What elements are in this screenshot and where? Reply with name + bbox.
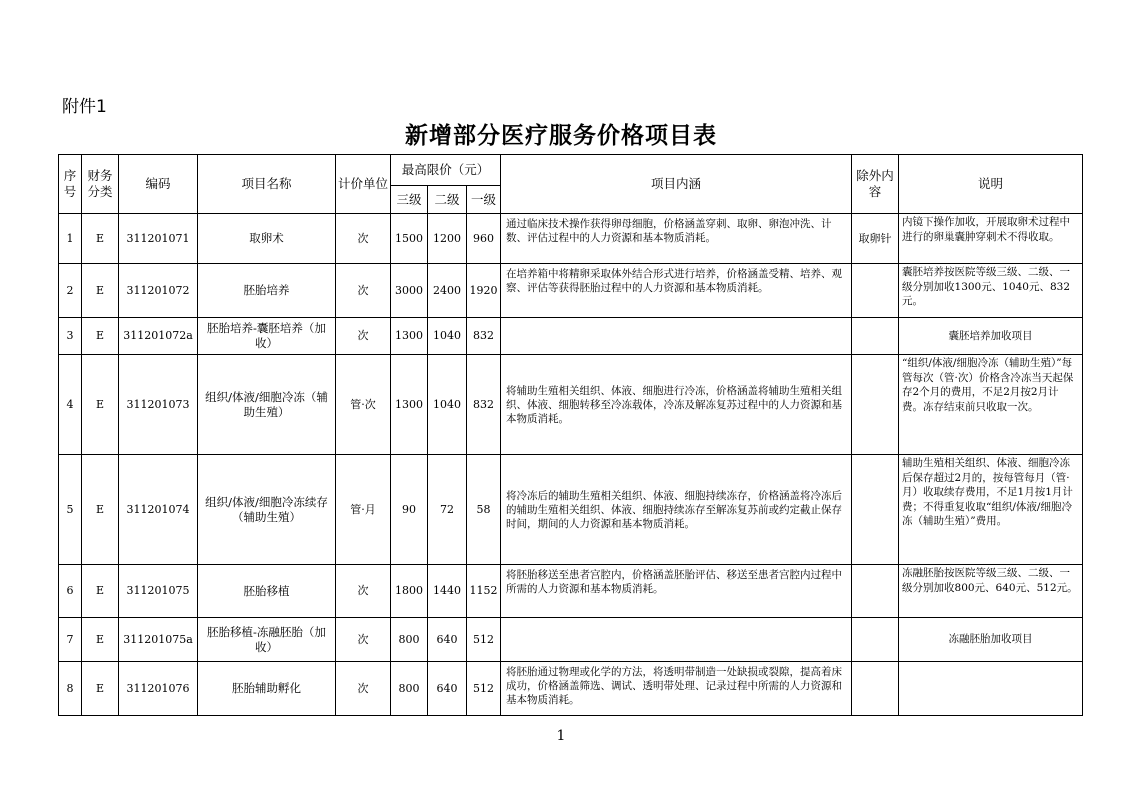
cell-price-level2: 1200	[428, 214, 467, 264]
cell-content	[501, 618, 852, 662]
cell-category: E	[82, 355, 119, 455]
cell-name: 胚胎移植	[198, 565, 336, 618]
cell-category: E	[82, 455, 119, 565]
cell-price-level2: 1440	[428, 565, 467, 618]
cell-seq: 2	[59, 264, 82, 318]
header-exclusion: 除外内容	[852, 155, 899, 214]
cell-unit: 管·月	[336, 455, 391, 565]
cell-price-level3: 800	[391, 662, 428, 716]
cell-code: 311201075a	[119, 618, 198, 662]
header-code: 编码	[119, 155, 198, 214]
header-content: 项目内涵	[501, 155, 852, 214]
cell-price-level1: 512	[467, 618, 501, 662]
cell-price-level1: 1152	[467, 565, 501, 618]
cell-exclusion: 取卵针	[852, 214, 899, 264]
cell-category: E	[82, 214, 119, 264]
cell-price-level3: 3000	[391, 264, 428, 318]
cell-price-level1: 1920	[467, 264, 501, 318]
cell-category: E	[82, 264, 119, 318]
header-level1: 一级	[467, 186, 501, 214]
cell-content: 将冷冻后的辅助生殖相关组织、体液、细胞持续冻存，价格涵盖将冷冻后的辅助生殖相关组织、体液、细胞持续冻存至解冻复苏前或约定截止保存时间，期间的人力资源和基本物质消耗。	[501, 455, 852, 565]
cell-price-level1: 58	[467, 455, 501, 565]
cell-price-level1: 832	[467, 355, 501, 455]
cell-seq: 8	[59, 662, 82, 716]
cell-price-level1: 960	[467, 214, 501, 264]
cell-seq: 6	[59, 565, 82, 618]
cell-price-level1: 832	[467, 318, 501, 355]
header-note: 说明	[899, 155, 1083, 214]
cell-note: 囊胚培养加收项目	[899, 318, 1083, 355]
cell-category: E	[82, 565, 119, 618]
cell-note: 囊胚培养按医院等级三级、二级、一级分别加收1300元、1040元、832元。	[899, 264, 1083, 318]
cell-exclusion	[852, 662, 899, 716]
cell-exclusion	[852, 318, 899, 355]
cell-code: 311201073	[119, 355, 198, 455]
cell-price-level3: 1500	[391, 214, 428, 264]
cell-unit: 次	[336, 662, 391, 716]
header-seq: 序号	[59, 155, 82, 214]
cell-seq: 7	[59, 618, 82, 662]
cell-price-level2: 1040	[428, 355, 467, 455]
cell-exclusion	[852, 455, 899, 565]
cell-content: 将胚胎移送至患者宫腔内，价格涵盖胚胎评估、移送至患者宫腔内过程中所需的人力资源和基本物质消耗。	[501, 565, 852, 618]
cell-category: E	[82, 318, 119, 355]
header-level2: 二级	[428, 186, 467, 214]
cell-content: 在培养箱中将精卵采取体外结合形式进行培养，价格涵盖受精、培养、观察、评估等获得胚胎过程中的人力资源和基本物质消耗。	[501, 264, 852, 318]
cell-note	[899, 662, 1083, 716]
cell-price-level3: 1800	[391, 565, 428, 618]
cell-unit: 次	[336, 318, 391, 355]
cell-content: 将胚胎通过物理或化学的方法，将透明带制造一处缺损或裂隙，提高着床成功，价格涵盖筛选、调试、透明带处理、记录过程中所需的人力资源和基本物质消耗。	[501, 662, 852, 716]
cell-note: 冻融胚胎按医院等级三级、二级、一级分别加收800元、640元、512元。	[899, 565, 1083, 618]
table-row	[59, 565, 1083, 618]
cell-content: 将辅助生殖相关组织、体液、细胞进行冷冻，价格涵盖将辅助生殖相关组织、体液、细胞转移至冷冻载体，冷冻及解冻复苏过程中的人力资源和基本物质消耗。	[501, 355, 852, 455]
cell-price-level3: 90	[391, 455, 428, 565]
cell-price-level2: 1040	[428, 318, 467, 355]
cell-price-level2: 2400	[428, 264, 467, 318]
table-row	[59, 214, 1083, 264]
cell-name: 胚胎移植-冻融胚胎（加收）	[198, 618, 336, 662]
cell-category: E	[82, 618, 119, 662]
cell-content	[501, 318, 852, 355]
table-row	[59, 355, 1083, 455]
cell-exclusion	[852, 565, 899, 618]
cell-seq: 3	[59, 318, 82, 355]
cell-name: 胚胎培养	[198, 264, 336, 318]
price-table	[58, 154, 1083, 716]
cell-name: 取卵术	[198, 214, 336, 264]
cell-category: E	[82, 662, 119, 716]
cell-unit: 次	[336, 618, 391, 662]
cell-price-level3: 800	[391, 618, 428, 662]
cell-code: 311201075	[119, 565, 198, 618]
attachment-label: 附件1	[62, 97, 107, 117]
cell-unit: 管·次	[336, 355, 391, 455]
header-max-price: 最高限价（元）	[391, 155, 501, 186]
cell-unit: 次	[336, 214, 391, 264]
cell-seq: 1	[59, 214, 82, 264]
cell-name: 胚胎培养-囊胚培养（加收）	[198, 318, 336, 355]
header-unit: 计价单位	[336, 155, 391, 214]
cell-name: 组织/体液/细胞冷冻续存（辅助生殖）	[198, 455, 336, 565]
page-number: 1	[556, 728, 566, 744]
cell-note: 冻融胚胎加收项目	[899, 618, 1083, 662]
cell-exclusion	[852, 618, 899, 662]
cell-price-level3: 1300	[391, 318, 428, 355]
table-row	[59, 318, 1083, 355]
cell-price-level3: 1300	[391, 355, 428, 455]
table-row	[59, 264, 1083, 318]
cell-exclusion	[852, 264, 899, 318]
cell-unit: 次	[336, 565, 391, 618]
table-row	[59, 662, 1083, 716]
cell-code: 311201071	[119, 214, 198, 264]
cell-name: 胚胎辅助孵化	[198, 662, 336, 716]
cell-note: “组织/体液/细胞冷冻（辅助生殖）”每管每次（管·次）价格含冷冻当天起保存2个月的费用，不足2月按2月计费。冻存结束前只收取一次。	[899, 355, 1083, 455]
cell-code: 311201072a	[119, 318, 198, 355]
header-level3: 三级	[391, 186, 428, 214]
header-category: 财务分类	[82, 155, 119, 214]
cell-price-level1: 512	[467, 662, 501, 716]
cell-note: 辅助生殖相关组织、体液、细胞冷冻后保存超过2月的，按每管每月（管·月）收取续存费用，不足1月按1月计费；不得重复收取“组织/体液/细胞冷冻（辅助生殖）”费用。	[899, 455, 1083, 565]
cell-seq: 5	[59, 455, 82, 565]
header-name: 项目名称	[198, 155, 336, 214]
cell-price-level2: 640	[428, 662, 467, 716]
page-title: 新增部分医疗服务价格项目表	[405, 122, 717, 149]
table-row	[59, 618, 1083, 662]
cell-price-level2: 640	[428, 618, 467, 662]
cell-content: 通过临床技术操作获得卵母细胞，价格涵盖穿刺、取卵、卵泡冲洗、计数、评估过程中的人力资源和基本物质消耗。	[501, 214, 852, 264]
table-row	[59, 455, 1083, 565]
cell-exclusion	[852, 355, 899, 455]
cell-price-level2: 72	[428, 455, 467, 565]
cell-seq: 4	[59, 355, 82, 455]
cell-unit: 次	[336, 264, 391, 318]
cell-code: 311201072	[119, 264, 198, 318]
cell-note: 内镜下操作加收，开展取卵术过程中进行的卵巢囊肿穿刺术不得收取。	[899, 214, 1083, 264]
cell-code: 311201076	[119, 662, 198, 716]
cell-code: 311201074	[119, 455, 198, 565]
cell-name: 组织/体液/细胞冷冻（辅助生殖）	[198, 355, 336, 455]
